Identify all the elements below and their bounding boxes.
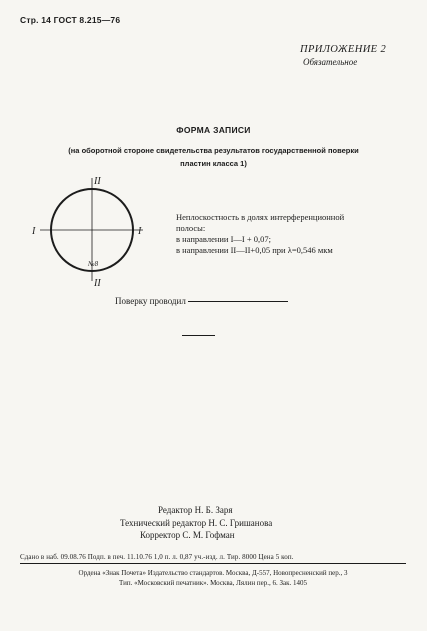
verification-row — [115, 296, 288, 306]
corrector: Корректор С. М. Гофман — [140, 530, 235, 540]
description-line-4: в направлении II—II+0,05 при λ=0,546 мкм — [176, 245, 333, 255]
appendix-status: Обязательное — [303, 57, 358, 67]
editors-block — [120, 504, 380, 542]
label-bottom: II — [94, 278, 101, 289]
label-top: II — [94, 176, 101, 187]
footer-rule — [20, 563, 406, 564]
flatness-description — [176, 212, 416, 256]
plate-diagram — [20, 168, 160, 293]
technical-editor: Технический редактор Н. С. Гришанова — [120, 517, 273, 528]
description-line-3: в направлении I—I + 0,07; — [176, 234, 272, 244]
footer-line-1: Ордена «Знак Почета» Издательство стандартов. Москва, Д-557, Новопресненский пер., 3 — [78, 569, 348, 577]
description-line-2: полосы: — [176, 223, 206, 233]
form-subtitle-line-2: пластин класса 1) — [180, 159, 247, 168]
print-imprint: Сдано в наб. 09.08.76 Подп. в печ. 11.10.76 1,0 п. л. 0,87 уч.-изд. л. Тир. 8000 Цена 5 коп. — [20, 553, 294, 561]
signature-line — [188, 301, 288, 302]
page-header: Стр. 14 ГОСТ 8.215—76 — [20, 15, 121, 25]
appendix-title: ПРИЛОЖЕНИЕ 2 — [300, 44, 387, 55]
form-title: ФОРМА ЗАПИСИ — [176, 125, 251, 135]
publisher-footer — [20, 568, 406, 588]
form-subtitle — [30, 144, 397, 170]
footer-line-2: Тип. «Московский печатник». Москва, Лялин пер., 6. Зак. 1405 — [119, 579, 307, 587]
verification-label: Поверку проводил — [115, 296, 186, 306]
divider-line — [182, 335, 215, 336]
label-right: I — [138, 226, 142, 237]
description-line-1: Неплоскостность в долях интерференционной — [176, 212, 345, 222]
form-subtitle-line-1: (на оборотной стороне свидетельства результатов государственной поверки — [68, 146, 359, 155]
label-left: I — [32, 226, 36, 237]
plate-number: №8 — [88, 260, 99, 268]
editor: Редактор Н. Б. Заря — [158, 505, 233, 515]
